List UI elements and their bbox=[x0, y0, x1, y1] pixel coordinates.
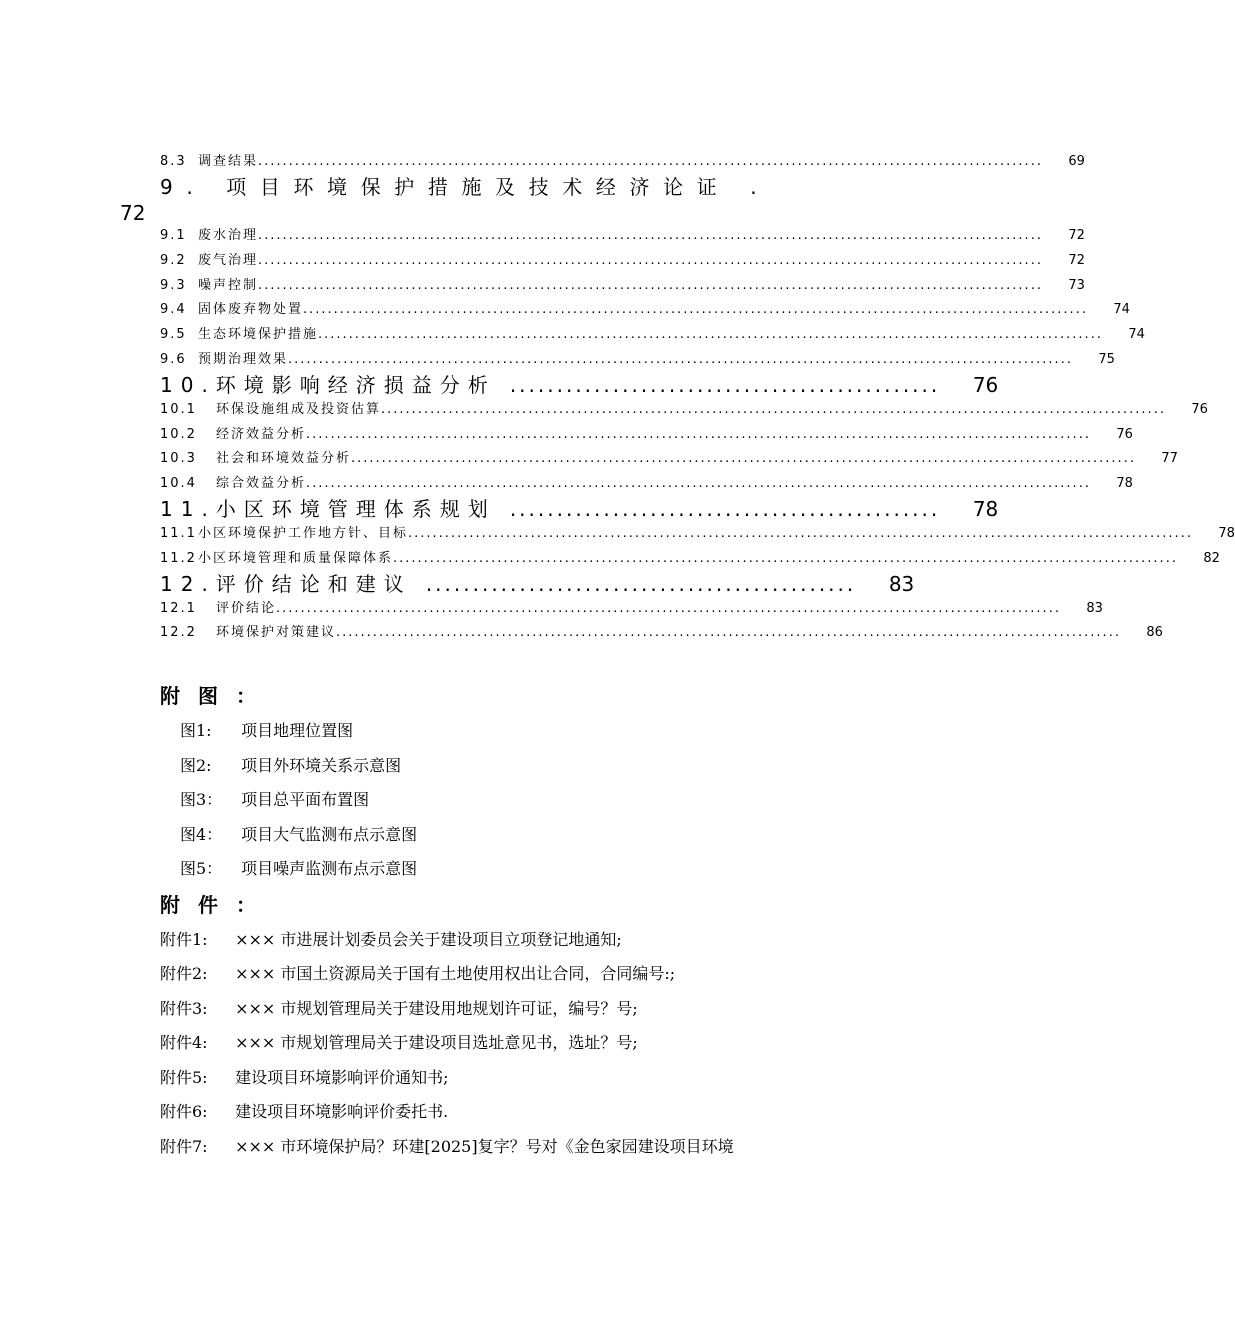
toc-chapter-title: 10.环境影响经济损益分析 bbox=[160, 372, 496, 397]
toc-number: 9.3 bbox=[160, 277, 187, 293]
toc-number: 11.1 bbox=[160, 525, 197, 541]
figure-label: 图4： bbox=[180, 824, 223, 844]
figures-heading: 附图： bbox=[160, 684, 274, 708]
toc-number: 12.2 bbox=[160, 625, 197, 641]
toc-title: 综合效益分析 bbox=[216, 476, 307, 492]
toc-title: 噪声控制 bbox=[198, 277, 259, 293]
toc-leader-dots: ................................................................................................................................ bbox=[276, 600, 1061, 616]
toc-title: 环保设施组成及投资估算 bbox=[216, 401, 382, 417]
table-of-contents bbox=[160, 150, 1085, 175]
attachment-item[interactable] bbox=[160, 1061, 860, 1096]
toc-leader-dots: ................................................................................................................................ bbox=[318, 327, 1103, 343]
attachment-item[interactable] bbox=[160, 957, 860, 992]
figure-item[interactable] bbox=[160, 749, 860, 784]
figure-text: 项目噪声监测布点示意图 bbox=[241, 859, 418, 878]
toc-chapter-title: 9. 项目环境保护措施及技术经济论证 . bbox=[160, 175, 771, 199]
figure-item[interactable] bbox=[160, 818, 860, 853]
toc-page-number: 78 bbox=[1116, 476, 1133, 492]
attachment-text: ××× 市国土资源局关于国有土地使用权出让合同，合同编号:; bbox=[235, 964, 676, 983]
toc-row-8-3[interactable] bbox=[160, 150, 1085, 175]
figure-item[interactable] bbox=[160, 852, 860, 887]
toc-row[interactable] bbox=[160, 398, 1208, 423]
toc-page-number: 72 bbox=[1068, 252, 1085, 268]
toc-row[interactable] bbox=[160, 348, 1115, 373]
toc-leader-dots: ................................................................................................................................ bbox=[393, 550, 1178, 566]
toc-title: 环境保护对策建议 bbox=[216, 625, 337, 641]
toc-page-number: 72 bbox=[1068, 228, 1085, 243]
toc-page-number: 74 bbox=[1113, 302, 1130, 318]
toc-title: 评价结论 bbox=[216, 600, 277, 616]
attachment-label: 附件7: bbox=[160, 1136, 208, 1156]
toc-title: 小区环境保护工作地方针、目标 bbox=[198, 525, 409, 541]
toc-leader-dots: ................................................................................................................................ bbox=[306, 476, 1091, 492]
toc-title: 固体废弃物处置 bbox=[198, 302, 304, 318]
toc-page-number: 83 bbox=[888, 571, 915, 596]
figure-label: 图3： bbox=[180, 790, 223, 809]
attachment-text: 建设项目环境影响评价委托书. bbox=[235, 1102, 449, 1121]
toc-page-number: 76 bbox=[972, 372, 999, 397]
toc-leader-dots: ................................................................................................................................ bbox=[306, 426, 1091, 442]
attachment-item[interactable] bbox=[160, 1130, 860, 1165]
toc-chapter-9-page: 72 bbox=[120, 201, 146, 225]
toc-row[interactable] bbox=[160, 423, 1133, 448]
toc-leader-dots: ................................................................................................................................ bbox=[258, 277, 1043, 293]
attachment-text: ××× 市规划管理局关于建设用地规划许可证，编号？号; bbox=[235, 998, 638, 1018]
toc-chapter-10[interactable] bbox=[160, 372, 999, 398]
toc-title: 废气治理 bbox=[198, 252, 259, 268]
toc-row[interactable] bbox=[160, 224, 1085, 249]
attachment-label: 附件1: bbox=[160, 929, 208, 949]
toc-page-number: 78 bbox=[1218, 525, 1235, 541]
toc-number: 9.4 bbox=[160, 302, 187, 318]
attachment-item[interactable] bbox=[160, 1095, 860, 1130]
toc-row[interactable] bbox=[160, 323, 1145, 348]
toc-title: 调查结果 bbox=[198, 154, 259, 169]
toc-number: 11.2 bbox=[160, 550, 197, 566]
toc-leader-dots: ................................................................................................................................ bbox=[258, 252, 1043, 268]
toc-chapter-title: 12.评价结论和建议 bbox=[160, 571, 412, 596]
toc-title: 社会和环境效益分析 bbox=[216, 451, 352, 467]
attachment-label: 附件4: bbox=[160, 1033, 208, 1052]
toc-leader-dots: ................................................................................................................................ bbox=[381, 401, 1166, 417]
toc-page-number: 76 bbox=[1116, 426, 1133, 442]
figure-item[interactable] bbox=[160, 714, 860, 749]
attachment-item[interactable] bbox=[160, 992, 860, 1027]
toc-chapter-title: 11.小区环境管理体系规划 bbox=[160, 496, 496, 521]
toc-title: 小区环境管理和质量保障体系 bbox=[198, 550, 394, 566]
attachment-text: ××× 市规划管理局关于建设项目选址意见书，选址？号; bbox=[235, 1033, 638, 1052]
figure-text: 项目外环境关系示意图 bbox=[241, 755, 402, 775]
figure-label: 图2: bbox=[180, 755, 212, 775]
toc-row[interactable] bbox=[160, 547, 1220, 572]
toc-chapter-9[interactable] bbox=[160, 173, 828, 201]
toc-page-number: 75 bbox=[1098, 351, 1115, 367]
attachment-text: 建设项目环境影响评价通知书; bbox=[235, 1067, 449, 1087]
toc-page-number: 69 bbox=[1068, 154, 1085, 169]
toc-number: 10.1 bbox=[160, 401, 197, 417]
toc-page-number: 74 bbox=[1128, 327, 1145, 343]
toc-number: 9.6 bbox=[160, 351, 187, 367]
toc-page-number: 78 bbox=[972, 496, 999, 521]
appendix-section bbox=[160, 678, 860, 1164]
toc-leader-dots: .............................................. bbox=[509, 496, 941, 521]
toc-leader-dots: ................................................................................................................................ bbox=[288, 351, 1073, 367]
toc-page-number: 83 bbox=[1086, 600, 1103, 616]
toc-section-9 bbox=[160, 224, 1235, 646]
toc-row[interactable] bbox=[160, 274, 1085, 299]
toc-row[interactable] bbox=[160, 447, 1178, 472]
toc-leader-dots: .............................................. bbox=[509, 372, 941, 397]
attachment-label: 附件3: bbox=[160, 998, 208, 1018]
figure-item[interactable] bbox=[160, 783, 860, 818]
toc-page-number: 86 bbox=[1146, 625, 1163, 641]
toc-title: 废水治理 bbox=[198, 228, 259, 243]
toc-number: 10.4 bbox=[160, 476, 197, 492]
figure-text: 项目大气监测布点示意图 bbox=[241, 824, 418, 844]
attachment-text: ××× 市环境保护局？环建[2025]复字？号对《金色家园建设项目环境 bbox=[235, 1136, 734, 1156]
toc-page-number: 82 bbox=[1203, 550, 1220, 566]
toc-number: 9.5 bbox=[160, 327, 187, 343]
attachment-text: ××× 市进展计划委员会关于建设项目立项登记地通知; bbox=[235, 929, 622, 949]
attachments-heading: 附件： bbox=[160, 892, 274, 917]
attachment-item[interactable] bbox=[160, 923, 860, 958]
toc-chapter-11[interactable] bbox=[160, 496, 999, 522]
toc-title: 经济效益分析 bbox=[216, 426, 307, 442]
toc-number: 10.3 bbox=[160, 451, 197, 467]
attachment-item[interactable] bbox=[160, 1026, 860, 1061]
toc-chapter-12[interactable] bbox=[160, 571, 915, 597]
toc-leader-dots: ................................................................................................................................ bbox=[258, 154, 1043, 169]
figure-text: 项目地理位置图 bbox=[241, 721, 354, 740]
toc-number: 9.1 bbox=[160, 228, 187, 243]
toc-leader-dots: ................................................................................................................................ bbox=[336, 625, 1121, 641]
figure-label: 图5： bbox=[180, 859, 223, 878]
toc-number: 9.2 bbox=[160, 252, 187, 268]
attachment-label: 附件5: bbox=[160, 1067, 208, 1087]
toc-leader-dots: .............................................. bbox=[425, 571, 857, 596]
figure-label: 图1: bbox=[180, 721, 212, 740]
toc-leader-dots: ................................................................................................................................ bbox=[258, 228, 1043, 243]
toc-row[interactable] bbox=[160, 298, 1130, 323]
toc-row[interactable] bbox=[160, 472, 1133, 497]
toc-row[interactable] bbox=[160, 249, 1085, 274]
toc-title: 预期治理效果 bbox=[198, 351, 289, 367]
toc-leader-dots: ................................................................................................................................ bbox=[351, 451, 1136, 467]
toc-row[interactable] bbox=[160, 621, 1163, 646]
toc-page-number: 73 bbox=[1068, 277, 1085, 293]
toc-leader-dots: ................................................................................................................................ bbox=[408, 525, 1193, 541]
attachment-label: 附件2: bbox=[160, 964, 208, 983]
toc-number: 8.3 bbox=[160, 154, 187, 169]
toc-page-number: 77 bbox=[1161, 451, 1178, 467]
toc-number: 12.1 bbox=[160, 600, 197, 616]
toc-number: 10.2 bbox=[160, 426, 197, 442]
toc-row[interactable] bbox=[160, 597, 1103, 622]
toc-row[interactable] bbox=[160, 522, 1235, 547]
figure-text: 项目总平面布置图 bbox=[241, 790, 370, 809]
toc-title: 生态环境保护措施 bbox=[198, 327, 319, 343]
toc-leader-dots: ................................................................................................................................ bbox=[303, 302, 1088, 318]
attachment-label: 附件6: bbox=[160, 1102, 208, 1121]
toc-page-number: 76 bbox=[1191, 401, 1208, 417]
